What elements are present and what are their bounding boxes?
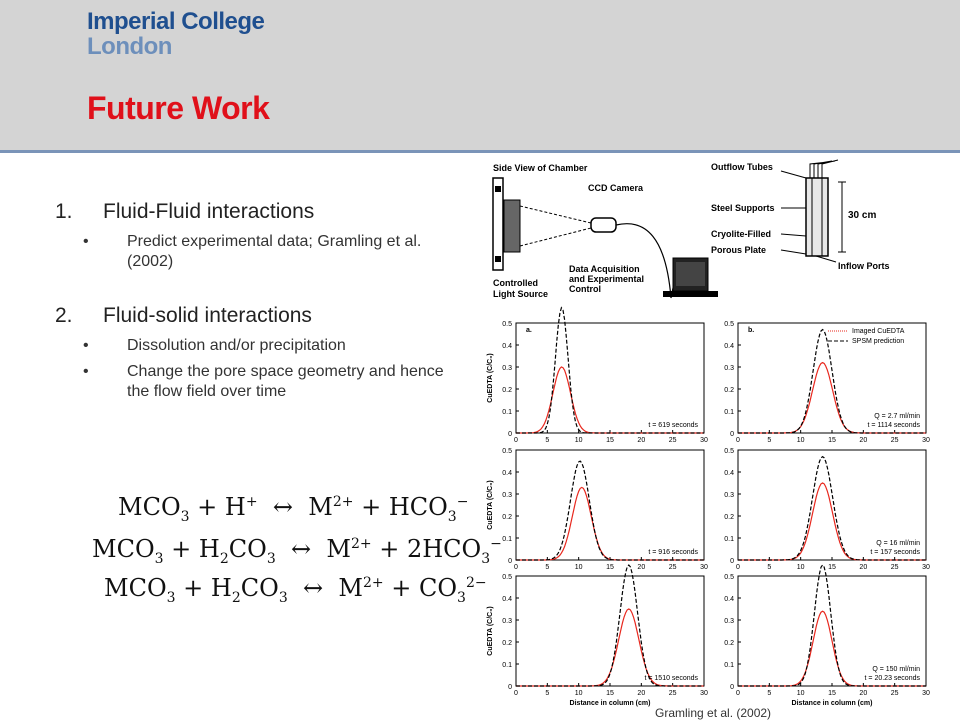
x-tick-label: 30 <box>700 564 708 571</box>
panel-label: a. <box>526 327 532 334</box>
section-heading <box>55 200 455 224</box>
bullet-item: • Predict experimental data; Gramling et al. (2002) <box>103 232 455 272</box>
x-tick-label: 5 <box>545 690 550 697</box>
x-tick-label: 25 <box>890 437 899 444</box>
plot-legend <box>828 328 905 345</box>
x-tick-label: 5 <box>767 564 772 571</box>
x-tick-label: 15 <box>606 564 614 571</box>
chamber-icon <box>504 200 520 252</box>
daq-label-2: and Experimental <box>569 274 645 284</box>
outflow-label: Outflow Tubes <box>711 162 773 172</box>
y-tick-label: 0.5 <box>502 448 512 455</box>
x-tick-label: 20 <box>637 564 646 571</box>
x-tick-label: 15 <box>828 564 836 571</box>
y-tick-label: 0.2 <box>502 387 512 394</box>
equation-2: $MCO_3 + H_2CO_3$ ↔ $M^{2+} + 2HCO_3^-$ <box>92 535 502 567</box>
y-tick-label: 0.1 <box>724 409 734 416</box>
prediction-series-line <box>516 308 704 433</box>
equation-3: $MCO_3 + H_2CO_3$ ↔ $M^{2+} + CO_3^{2-}$ <box>104 574 487 606</box>
panel-annotation: t = 20.23 seconds <box>864 675 920 682</box>
logo-line-2: London <box>87 33 172 60</box>
x-tick-label: 15 <box>606 437 614 444</box>
y-axis-label: CuEDTA (C/C₀) <box>487 353 494 403</box>
x-tick-label: 10 <box>796 564 805 571</box>
y-tick-label: 0.2 <box>724 514 734 521</box>
daq-label-1: Data Acquisition <box>569 264 640 274</box>
slide-title: Future Work <box>87 90 270 126</box>
panel-annotation: t = 1114 seconds <box>867 422 920 429</box>
x-axis-label: Distance in column (cm) <box>569 700 651 707</box>
concentration-plots <box>487 308 930 707</box>
x-tick-label: 30 <box>922 564 930 571</box>
panel-label: b. <box>748 327 755 334</box>
figure-caption: Gramling et al. (2002) <box>655 706 772 720</box>
section-1 <box>55 200 455 272</box>
x-tick-label: 5 <box>767 437 772 444</box>
y-tick-label: 0.4 <box>502 596 512 603</box>
x-tick-label: 20 <box>859 564 868 571</box>
legend-prediction-label: SPSM prediction <box>852 338 905 345</box>
gramling-figure <box>476 158 946 708</box>
y-tick-label: 0 <box>730 558 734 565</box>
y-axis-label: CuEDTA (C/C₀) <box>487 606 494 656</box>
slide-content <box>55 200 455 408</box>
panel-annotation: Q = 150 ml/min <box>872 666 920 673</box>
y-tick-label: 0 <box>730 431 734 438</box>
x-tick-label: 0 <box>514 690 518 697</box>
panel-annotation: t = 916 seconds <box>648 549 698 556</box>
x-tick-label: 25 <box>890 690 899 697</box>
panel-annotation: Q = 2.7 ml/min <box>874 413 920 420</box>
y-tick-label: 0.4 <box>502 343 512 350</box>
inflow-label: Inflow Ports <box>838 261 890 271</box>
x-tick-label: 30 <box>922 690 930 697</box>
y-tick-label: 0.3 <box>502 618 512 625</box>
x-tick-label: 0 <box>736 437 740 444</box>
y-tick-label: 0.1 <box>724 662 734 669</box>
logo-line-1: Imperial College <box>87 8 265 35</box>
y-tick-label: 0.3 <box>724 618 734 625</box>
plot-panel <box>724 448 930 571</box>
equation-1: $MCO_3 + H^+$ ↔ $M^{2+} + HCO_3^-$ <box>118 493 469 525</box>
legend-imaged-label: Imaged CuEDTA <box>852 328 905 335</box>
y-tick-label: 0.3 <box>502 492 512 499</box>
y-tick-label: 0.4 <box>502 470 512 477</box>
plot-panel <box>487 308 708 444</box>
x-tick-label: 10 <box>796 690 805 697</box>
y-tick-label: 0 <box>508 558 512 565</box>
y-tick-label: 0.1 <box>502 409 512 416</box>
y-tick-label: 0.3 <box>724 492 734 499</box>
plot-panel <box>724 321 930 444</box>
x-tick-label: 10 <box>574 690 583 697</box>
x-tick-label: 5 <box>545 564 550 571</box>
y-axis-label: CuEDTA (C/C₀) <box>487 480 494 530</box>
y-tick-label: 0 <box>508 431 512 438</box>
panel-annotation: Q = 16 ml/min <box>876 540 920 547</box>
x-tick-label: 0 <box>736 690 740 697</box>
prediction-series-line <box>516 565 704 686</box>
plot-frame <box>516 323 704 433</box>
y-tick-label: 0.5 <box>724 321 734 328</box>
section-heading-text: Fluid-Fluid interactions <box>103 200 315 223</box>
y-tick-label: 0.2 <box>724 640 734 647</box>
plot-panel <box>487 448 708 571</box>
y-tick-label: 0.1 <box>502 662 512 669</box>
x-axis-label: Distance in column (cm) <box>791 700 873 707</box>
light-source-label-1: Controlled <box>493 278 538 288</box>
x-tick-label: 25 <box>668 690 677 697</box>
x-tick-label: 20 <box>859 437 868 444</box>
section-heading-text: Fluid-solid interactions <box>103 304 312 327</box>
y-tick-label: 0.5 <box>724 574 734 581</box>
y-tick-label: 0 <box>508 684 512 691</box>
x-tick-label: 0 <box>736 564 740 571</box>
y-tick-label: 0.5 <box>502 321 512 328</box>
x-tick-label: 30 <box>700 690 708 697</box>
plot-frame <box>516 576 704 686</box>
bullet-item: • Dissolution and/or precipitation <box>103 336 455 356</box>
section-number: 2. <box>55 304 73 327</box>
bullet-item: • Change the pore space geometry and hence the flow field over time <box>103 362 455 402</box>
y-tick-label: 0.2 <box>502 640 512 647</box>
header-divider <box>0 150 960 153</box>
x-tick-label: 15 <box>828 690 836 697</box>
y-tick-label: 0.5 <box>724 448 734 455</box>
bullet-list <box>103 336 455 402</box>
y-tick-label: 0.4 <box>724 596 734 603</box>
x-tick-label: 30 <box>700 437 708 444</box>
ccd-camera-icon <box>591 218 616 232</box>
y-tick-label: 0.2 <box>724 387 734 394</box>
x-tick-label: 20 <box>637 437 646 444</box>
section-2 <box>55 304 455 402</box>
column-icon <box>806 178 828 256</box>
x-tick-label: 25 <box>890 564 899 571</box>
light-source-label-2: Light Source <box>493 289 549 299</box>
x-tick-label: 15 <box>828 437 836 444</box>
x-tick-label: 0 <box>514 564 518 571</box>
ccd-camera-label: CCD Camera <box>588 183 644 193</box>
x-tick-label: 5 <box>767 690 772 697</box>
x-tick-label: 10 <box>574 564 583 571</box>
x-tick-label: 10 <box>796 437 805 444</box>
x-tick-label: 10 <box>574 437 583 444</box>
panel-annotation: t = 619 seconds <box>648 422 698 429</box>
plot-frame <box>516 450 704 560</box>
section-heading <box>55 304 455 328</box>
section-number: 1. <box>55 200 73 223</box>
panel-annotation: t = 1510 seconds <box>644 675 698 682</box>
porous-label: Porous Plate <box>711 245 767 255</box>
y-tick-label: 0 <box>730 684 734 691</box>
y-tick-label: 0.1 <box>502 536 512 543</box>
x-tick-label: 15 <box>606 690 614 697</box>
y-tick-label: 0.4 <box>724 470 734 477</box>
bullet-list <box>103 232 455 272</box>
cryolite-label: Cryolite-Filled <box>711 229 772 239</box>
x-tick-label: 5 <box>545 437 550 444</box>
supports-label: Steel Supports <box>711 203 775 213</box>
plot-panel <box>487 565 708 707</box>
x-tick-label: 30 <box>922 437 930 444</box>
y-tick-label: 0.3 <box>502 365 512 372</box>
x-tick-label: 25 <box>668 437 677 444</box>
x-tick-label: 20 <box>859 690 868 697</box>
y-tick-label: 0.4 <box>724 343 734 350</box>
x-tick-label: 25 <box>668 564 677 571</box>
x-tick-label: 20 <box>637 690 646 697</box>
height-label: 30 cm <box>848 210 877 221</box>
y-tick-label: 0.1 <box>724 536 734 543</box>
plot-panel <box>724 565 930 707</box>
imperial-logo <box>87 10 264 59</box>
y-tick-label: 0.5 <box>502 574 512 581</box>
side-view-label: Side View of Chamber <box>493 163 588 173</box>
prediction-series-line <box>516 461 704 560</box>
apparatus-diagram <box>493 160 890 299</box>
panel-annotation: t = 157 seconds <box>870 549 920 556</box>
y-tick-label: 0.3 <box>724 365 734 372</box>
daq-label-3: Control <box>569 284 601 294</box>
y-tick-label: 0.2 <box>502 514 512 521</box>
x-tick-label: 0 <box>514 437 518 444</box>
